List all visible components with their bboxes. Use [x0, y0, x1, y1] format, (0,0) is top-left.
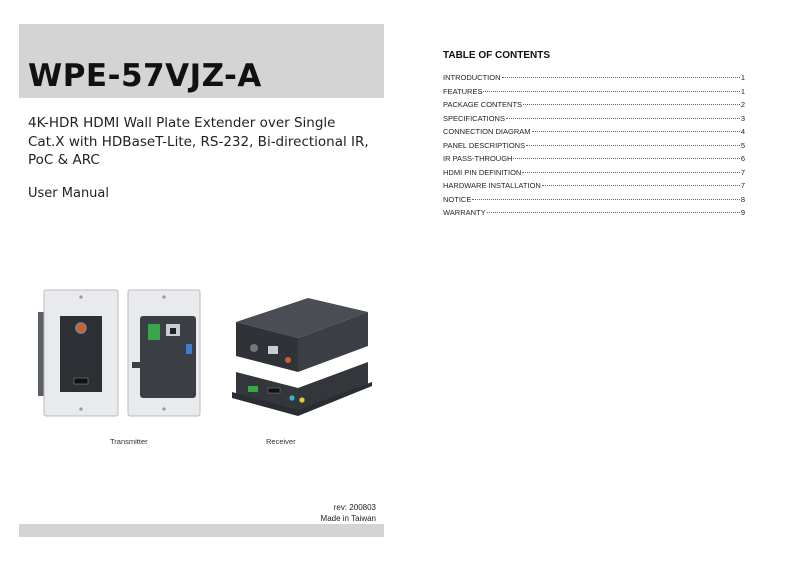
- toc-leader-dots: [487, 212, 740, 213]
- toc-leader-dots: [532, 131, 740, 132]
- toc-leader-dots: [502, 77, 740, 78]
- toc-entry-label: FEATURES: [443, 86, 483, 96]
- footer-band: [19, 524, 384, 537]
- receiver-top-unit: [236, 298, 368, 372]
- toc-entry-page: 2: [740, 100, 745, 109]
- toc-entry[interactable]: [443, 195, 745, 209]
- toc-leader-dots: [526, 145, 740, 146]
- toc-entry-label: INTRODUCTION: [443, 73, 501, 82]
- toc-entry-page: 7: [740, 181, 745, 190]
- toc-entry-page: 8: [740, 194, 745, 204]
- toc-entry-page: 7: [740, 167, 745, 177]
- toc-leader-dots: [472, 199, 739, 200]
- toc-leader-dots: [542, 185, 740, 186]
- toc-entry-label: PACKAGE CONTENTS: [443, 100, 523, 109]
- toc-entry-page: 5: [740, 140, 745, 150]
- toc-entry[interactable]: [443, 87, 745, 101]
- toc-entry-label: NOTICE: [443, 194, 472, 204]
- toc-leader-dots: [522, 172, 739, 173]
- toc-entry[interactable]: [443, 208, 745, 222]
- toc-entry[interactable]: [443, 100, 745, 114]
- product-subtitle: 4K-HDR HDMI Wall Plate Extender over Single Cat.X with HDBaseT-Lite, RS-232, Bi-directional IR, PoC & ARC: [28, 115, 369, 168]
- toc-entry-page: 1: [740, 86, 745, 96]
- caption-transmitter: Transmitter: [110, 437, 148, 446]
- model-number: WPE-57VJZ-A: [28, 58, 262, 94]
- toc-leader-dots: [513, 158, 739, 159]
- revision-block: [321, 502, 376, 524]
- toc-entry[interactable]: [443, 114, 745, 128]
- toc-entry[interactable]: [443, 154, 745, 168]
- toc-entry-label: PANEL DESCRIPTIONS: [443, 140, 526, 150]
- toc-entry-page: 3: [740, 113, 745, 123]
- product-photo: [36, 288, 376, 420]
- toc-entry[interactable]: [443, 127, 745, 141]
- toc-list: [443, 73, 745, 222]
- toc-entry[interactable]: [443, 168, 745, 182]
- origin-label: Made in Taiwan: [320, 514, 376, 523]
- toc-entry-page: 6: [740, 154, 745, 163]
- toc-entry-page: 4: [740, 127, 745, 136]
- document-type: User Manual: [28, 186, 110, 201]
- table-of-contents: [443, 50, 745, 222]
- revision-label: rev: 200803: [333, 503, 376, 512]
- transmitter-back-plate: [128, 290, 200, 416]
- toc-entry-page: 9: [740, 208, 745, 217]
- toc-entry[interactable]: [443, 141, 745, 155]
- toc-entry-label: SPECIFICATIONS: [443, 113, 505, 123]
- transmitter-front-plate: [38, 290, 118, 416]
- toc-entry-label: HARDWARE INSTALLATION: [443, 181, 541, 190]
- toc-leader-dots: [506, 118, 740, 119]
- toc-entry-label: HDMI PIN DEFINITION: [443, 167, 522, 177]
- toc-entry-label: IR PASS-THROUGH: [443, 154, 513, 163]
- caption-receiver: Receiver: [266, 437, 296, 446]
- toc-leader-dots: [483, 91, 739, 92]
- toc-entry[interactable]: [443, 73, 745, 87]
- toc-title: TABLE OF CONTENTS: [443, 50, 551, 61]
- toc-entry-page: 1: [740, 73, 745, 82]
- toc-leader-dots: [523, 104, 740, 105]
- toc-entry[interactable]: [443, 181, 745, 195]
- toc-entry-label: CONNECTION DIAGRAM: [443, 127, 531, 136]
- toc-entry-label: WARRANTY: [443, 208, 486, 217]
